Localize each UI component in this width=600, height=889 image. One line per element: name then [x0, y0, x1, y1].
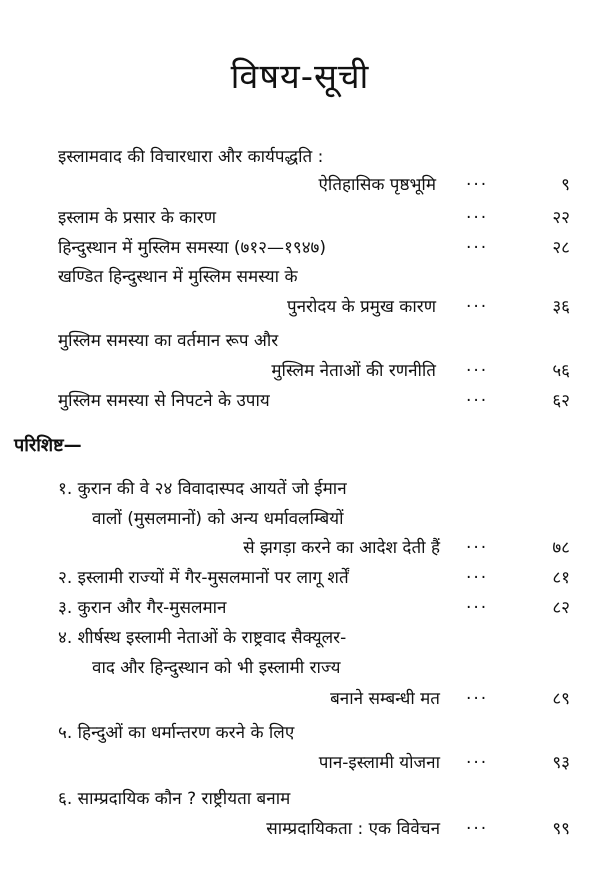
appendix-item-2-page: ८१	[552, 568, 570, 588]
toc-entry-5-page: ५६	[552, 361, 570, 381]
appendix-item-1-line1: १. कुरान की वे २४ विवादास्पद आयतें जो ईमान	[58, 479, 347, 499]
leader-dots: ···	[466, 598, 489, 618]
appendix-item-5-line2: पान-इस्लामी योजना	[318, 753, 440, 773]
leader-dots: ···	[466, 689, 489, 709]
leader-dots: ···	[466, 208, 489, 228]
appendix-item-1-line3: से झगड़ा करने का आदेश देती हैं	[243, 538, 440, 558]
appendix-item-4-line2: वाद और हिन्दुस्थान को भी इस्लामी राज्य	[92, 658, 341, 678]
appendix-item-2: २. इस्लामी राज्यों में गैर-मुसलमानों पर लागू शर्तें	[58, 568, 349, 588]
toc-entry-6-page: ६२	[552, 391, 570, 411]
appendix-item-1-page: ७८	[552, 538, 570, 558]
toc-entry-3: हिन्दुस्थान में मुस्लिम समस्या (७१२—१९४७)	[58, 238, 327, 258]
appendix-item-3-page: ८२	[552, 598, 570, 618]
toc-entry-5-line2: मुस्लिम नेताओं की रणनीति	[271, 361, 436, 381]
appendix-item-4-line1: ४. शीर्षस्थ इस्लामी नेताओं के राष्ट्रवाद सैक्यूलर-	[58, 628, 347, 648]
leader-dots: ···	[466, 238, 489, 258]
appendix-item-1-line2: वालों (मुसलमानों) को अन्य धर्मावलम्बियों	[92, 509, 344, 529]
appendix-item-6-line1: ६. साम्प्रदायिक कौन ? राष्ट्रीयता बनाम	[58, 789, 291, 809]
appendix-item-5-line1: ५. हिन्दुओं का धर्मान्तरण करने के लिए	[58, 723, 295, 743]
toc-entry-4-page: ३६	[552, 297, 570, 317]
toc-entry-4-line1: खण्डित हिन्दुस्थान में मुस्लिम समस्या के	[58, 267, 298, 287]
page-title: विषय-सूची	[230, 57, 370, 97]
leader-dots: ···	[466, 538, 489, 558]
appendix-item-6-page: ९९	[552, 819, 570, 839]
toc-entry-1-line1: इस्लामवाद की विचारधारा और कार्यपद्धति :	[58, 147, 324, 167]
appendix-heading: परिशिष्ट—	[14, 435, 82, 456]
toc-entry-3-page: २८	[552, 238, 570, 258]
appendix-item-5-page: ९३	[552, 753, 570, 773]
appendix-item-6-line2: साम्प्रदायिकता : एक विवेचन	[266, 819, 440, 839]
toc-entry-2: इस्लाम के प्रसार के कारण	[58, 208, 217, 228]
toc-entry-2-page: २२	[552, 208, 570, 228]
toc-entry-6: मुस्लिम समस्या से निपटने के उपाय	[58, 391, 270, 411]
toc-entry-1-page: ९	[561, 175, 570, 195]
leader-dots: ···	[466, 819, 489, 839]
appendix-item-4-page: ८९	[552, 689, 570, 709]
toc-entry-4-line2: पुनरोदय के प्रमुख कारण	[286, 297, 436, 317]
leader-dots: ···	[466, 753, 489, 773]
toc-entry-5-line1: मुस्लिम समस्या का वर्तमान रूप और	[58, 331, 279, 351]
appendix-item-4-line3: बनाने सम्बन्धी मत	[330, 689, 440, 709]
leader-dots: ···	[466, 568, 489, 588]
leader-dots: ···	[466, 361, 489, 381]
leader-dots: ···	[466, 391, 489, 411]
leader-dots: ···	[466, 175, 489, 195]
appendix-item-3: ३. कुरान और गैर-मुसलमान	[58, 598, 227, 618]
toc-entry-1-line2: ऐतिहासिक पृष्ठभूमि	[318, 175, 436, 195]
leader-dots: ···	[466, 297, 489, 317]
